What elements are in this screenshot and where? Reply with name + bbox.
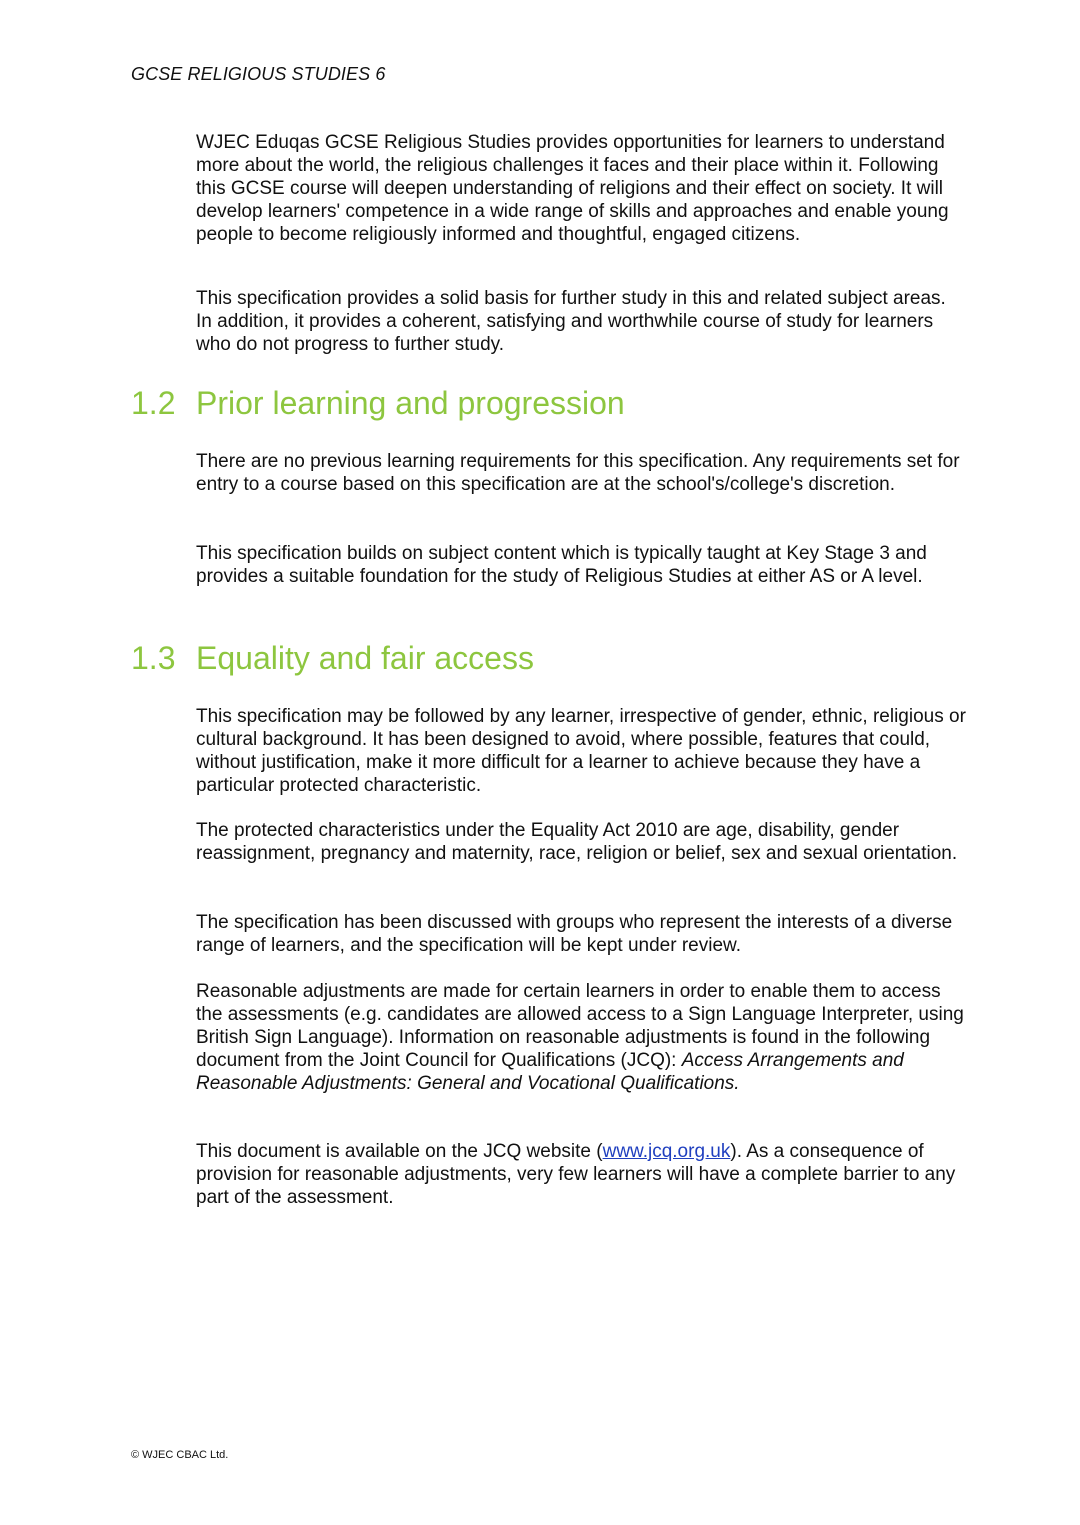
section-heading-prior-learning (131, 384, 625, 422)
intro-text-2 (196, 287, 966, 356)
intro-paragraph-1: WJEC Eduqas GCSE Religious Studies provides opportunities for learners to understand more about the world, the religious challenges it faces and their place within it. Following this GCSE course will deepen understanding of religions and their effect on society. It will develop learners' competence in a wide range of skills and approaches and enable young people to become religiously informed and thoughtful, engaged citizens. (196, 132, 949, 245)
equality-paragraph-2: The protected characteristics under the Equality Act 2010 are age, disability, gender reassignment, pregnancy and maternity, race, religion or belief, sex and sexual orientation. (196, 820, 958, 864)
footer-copyright: © WJEC CBAC Ltd. (131, 1449, 229, 1461)
equality-paragraph-5 (196, 1140, 966, 1209)
section-number: 1.2 (131, 385, 176, 421)
prior-learning-text-2 (196, 542, 966, 588)
equality-paragraph-3: The specification has been discussed with groups who represent the interests of a diverse range of learners, and the specification will be kept under review. (196, 912, 953, 956)
equality-text-2 (196, 819, 966, 865)
prior-learning-paragraph-2: This specification builds on subject content which is typically taught at Key Stage 3 and provides a suitable foundation for the study of Religious Studies at either AS or A level. (196, 543, 927, 587)
equality-paragraph-4 (196, 980, 966, 1095)
section-title: Prior learning and progression (196, 385, 625, 421)
jcq-availability-text: This document is available on the JCQ website ( (196, 1141, 603, 1162)
equality-text-3 (196, 911, 966, 957)
jcq-consequence-text: ). As a consequence of provision for reasonable adjustments, very few learners will have a complete barrier to any part of the assessment. (196, 1141, 956, 1208)
equality-text-5 (196, 1140, 966, 1209)
section-title: Equality and fair access (196, 640, 534, 676)
equality-paragraph-1: This specification may be followed by any learner, irrespective of gender, ethnic, religious or cultural background. It has been designed to avoid, where possible, features that could, without justification, make it more difficult for a learner to achieve because they have a particular protected characteristic. (196, 706, 966, 796)
reasonable-adjustments-text: Reasonable adjustments are made for certain learners in order to enable them to access the assessments (e.g. candidates are allowed access to a Sign Language Interpreter, using British Sign Language). Information on reasonable adjustments is found in the following document from the Joint Council for Qualifications (JCQ): (196, 981, 964, 1071)
jcq-document-title: Access Arrangements and Reasonable Adjustments: General and Vocational Qualifications. (196, 1050, 904, 1094)
equality-text-1 (196, 705, 966, 797)
prior-learning-paragraph-1: There are no previous learning requirements for this specification. Any requirements set for entry to a course based on this specification are at the school's/college's discretion. (196, 451, 960, 495)
jcq-website-link[interactable]: www.jcq.org.uk (602, 1141, 731, 1162)
section-number: 1.3 (131, 640, 176, 676)
intro-paragraph-2: This specification provides a solid basis for further study in this and related subject areas. In addition, it provides a coherent, satisfying and worthwhile course of study for learners who do not progress to further study. (196, 288, 946, 355)
equality-text-4 (196, 980, 966, 1095)
intro-text (196, 131, 966, 246)
section-heading-equality (131, 639, 534, 677)
prior-learning-text-1 (196, 450, 966, 496)
running-header: GCSE RELIGIOUS STUDIES 6 (131, 64, 386, 84)
